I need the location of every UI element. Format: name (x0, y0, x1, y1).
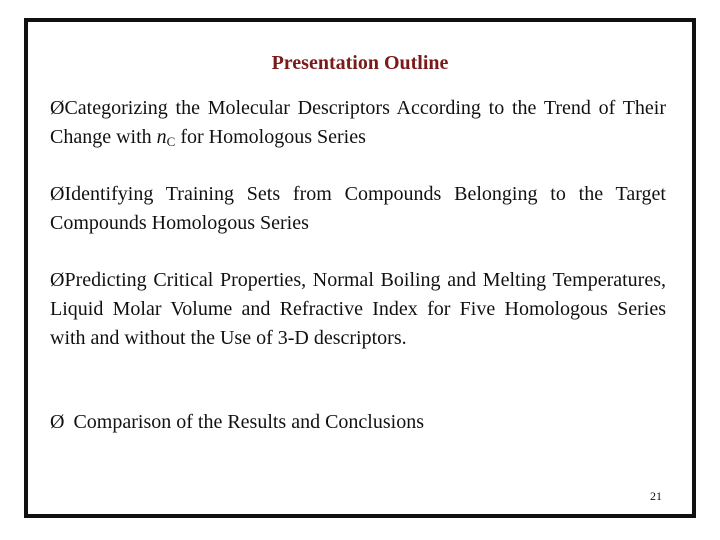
bullet-text: Identifying Training Sets from Compounds Belonging to the Target Compounds Homologous Series (50, 183, 666, 234)
nc-variable (157, 126, 176, 148)
arrow-bullet-icon: Ø (50, 269, 65, 291)
bullet-item-1 (50, 94, 666, 156)
bullet-text-after: for Homologous Series (175, 126, 366, 148)
page-number: 21 (650, 489, 662, 503)
arrow-bullet-icon: Ø (50, 183, 65, 205)
nc-variable-main: n (156, 126, 167, 148)
arrow-bullet-icon: Ø (50, 411, 65, 433)
arrow-bullet-icon: Ø (50, 97, 65, 119)
bullet-text: Predicting Critical Properties, Normal Boiling and Melting Temperatures, Liquid Molar Volume and Refractive Index for Five Homologous Series with and without the Use of 3-D descriptors. (50, 269, 666, 349)
slide-frame (24, 18, 696, 518)
nc-variable-subscript: C (166, 134, 176, 149)
slide-title: Presentation Outline (271, 52, 449, 74)
bullet-text: Comparison of the Results and Conclusions (73, 411, 424, 433)
bullet-item-4 (50, 408, 666, 437)
bullet-text-before: Categorizing the Molecular Descriptors According to the Trend of Their Change with (50, 97, 666, 148)
bullet-item-2 (50, 180, 666, 238)
bullet-item-3 (50, 266, 666, 353)
